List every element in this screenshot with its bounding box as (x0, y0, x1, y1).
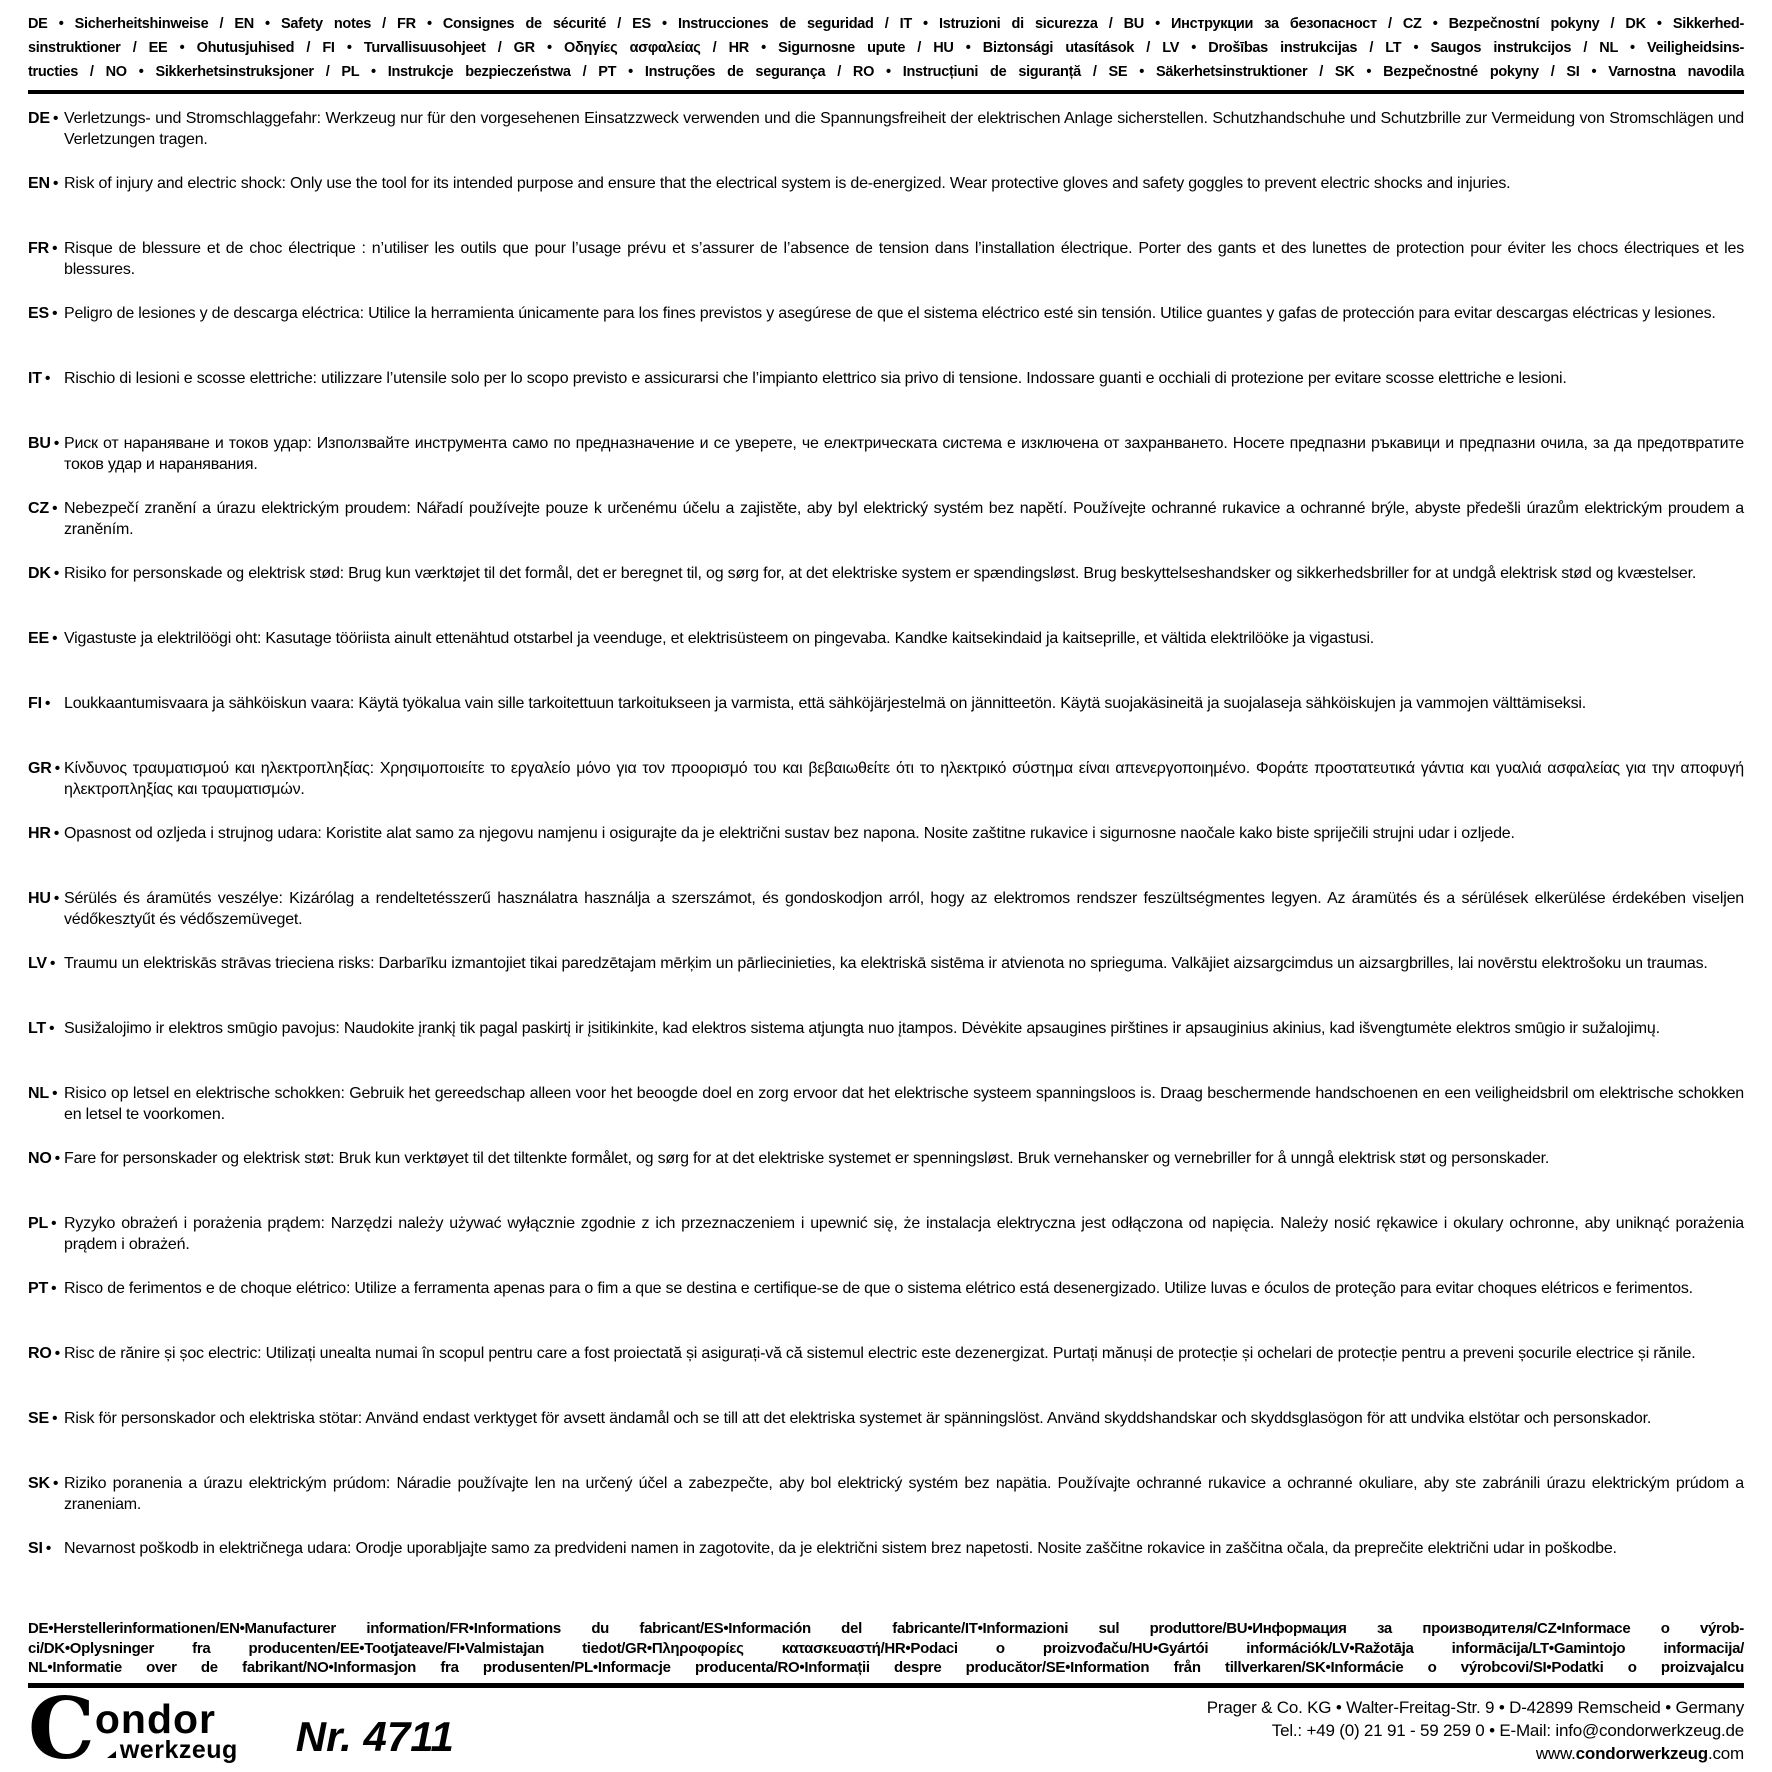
note-code: EE (28, 630, 49, 647)
note-fr (28, 238, 1744, 303)
note-se (28, 1408, 1744, 1473)
note-text: Traumu un elektriskās strāvas trieciena risks: Darbarīku izmantojiet tikai paredzētajam mērķim un pārliecinieties, ka elektriskā sistēma ir atvienota no sprieguma. Valkājiet aizsargcimdus un aizsargbrilles, lai novērstu elektrošoku un traumas. (64, 955, 1708, 972)
note-code: NL (28, 1085, 49, 1102)
note-text: Risico op letsel en elektrische schokken: Gebruik het gereedschap alleen voor het beoogde doel en zorg ervoor dat het elektrische systeem spanningsloos is. Draag beschermende handschoenen en een veiligheidsbril om elektrische schokken en letsel te voorkomen. (64, 1085, 1744, 1123)
part-number: Nr. 4711 (295, 1713, 454, 1761)
bullet: • (52, 175, 59, 192)
note-bu (28, 433, 1744, 498)
note-sk (28, 1473, 1744, 1538)
note-text: Risco de ferimentos e de choque elétrico: Utilize a ferramenta apenas para o fim a que se destina e certifique-se de que o sistema elétrico está desenergizado. Utilize luvas e óculos de proteção para evitar choques elétricos e ferimentos. (64, 1280, 1693, 1297)
note-it (28, 368, 1744, 433)
manufacturer-line-1: DE•Herstellerinformationen/EN•Manufacturer information/FR•Informations du fabricant/ES•Información del fabricante/IT•Informazioni sul produttore/BU•Информация за производителя/CZ•Informace o výrob- (28, 1620, 1744, 1637)
note-code: GR (28, 760, 52, 777)
note-code: BU (28, 435, 51, 452)
note-code: FI (28, 695, 42, 712)
note-dk (28, 563, 1744, 628)
logo-triangle-icon (107, 1744, 116, 1758)
note-pl (28, 1213, 1744, 1278)
website (1207, 1742, 1744, 1765)
website-suffix: .com (1707, 1743, 1744, 1763)
bullet: • (51, 500, 58, 517)
note-text: Risque de blessure et de choc électrique : n’utiliser les outils que pour l’usage prévu et s’assurer de l’absence de tension dans l’installation électrique. Porter des gants et des lunettes de protection pour éviter les chocs électriques et les blessures. (64, 240, 1744, 278)
bullet: • (53, 565, 60, 582)
note-code: DK (28, 565, 51, 582)
logo-subtitle: werkzeug (119, 1736, 238, 1765)
note-text: Peligro de lesiones y de descarga eléctrica: Utilice la herramienta únicamente para los fines previstos y asegúrese de que el sistema eléctrico esté sin tensión. Utilice guantes y gafas de protección para evitar descargas eléctricas y lesiones. (64, 305, 1716, 322)
logo-initial: C (28, 1678, 93, 1772)
bullet: • (53, 435, 60, 452)
note-text: Riziko poranenia a úrazu elektrickým prúdom: Náradie používajte len na určený účel a zabezpečte, aby bol elektrický systém bez napätia. Používajte ochranné rukavice a ochranné okuliare, aby ste zabránili úrazu elektrickým prúdom a zraneniam. (64, 1475, 1744, 1513)
manufacturer-line-2: ci/DK•Oplysninger fra producenten/EE•Tootjateave/FI•Valmistajan tiedot/GR•Πληροφορίες κατασκευαστή/HR•Podaci o proizvođaču/HU•Gyártói információk/LV•Ražotāja informācija/LT•Gamintojo informacija/ (28, 1639, 1744, 1657)
note-text: Opasnost od ozljeda i strujnog udara: Koristite alat samo za njegovu namjenu i osigurajte da je električni sustav bez napona. Nosite zaštitne rukavice i sigurnosne naočale kako biste spriječili strujni udar i ozljede. (64, 825, 1515, 842)
note-text: Susižalojimo ir elektros smūgio pavojus: Naudokite įrankį tik pagal paskirtį ir įsitikinkite, kad elektros sistema atjungta nuo įtampos. Dėvėkite apsaugines pirštines ir apsauginius akinius, kad išvengtumėte elektros smūgio ir sužalojimų. (64, 1020, 1660, 1037)
phone-email: Tel.: +49 (0) 21 91 - 59 259 0 • E-Mail: info@condorwerkzeug.de (1271, 1720, 1744, 1740)
note-text: Risiko for personskade og elektrisk stød: Brug kun værktøjet til det formål, det er beregnet til, og sørg for, at det elektriske system er spændingsløst. Brug beskyttelseshandsker og sikkerhedsbriller for at undgå elektrisk stød og kvæstelser. (64, 565, 1697, 582)
bullet: • (45, 1540, 52, 1557)
title-line-2: sinstruktioner / EE • Ohutusjuhised / FI • Turvallisuusohjeet / GR • Οδηγίες ασφαλείας / HR • Sigurnosne upute / HU • Biztonsági utasítások / LV • Drošības instrukcijas / LT • Saugos instrukcijos / NL • Veiligheidsins- (28, 40, 1744, 56)
bullet: • (51, 240, 58, 257)
note-text: Risk för personskador och elektriska stötar: Använd endast verktyget för avsett ändamål och se till att det elektriska systemet är spänningslöst. Använd skyddshandskar och skyddsglasögon för att undvika elstötar och personskador. (64, 1410, 1652, 1427)
note-lv (28, 953, 1744, 1018)
note-no (28, 1148, 1744, 1213)
note-de (28, 108, 1744, 173)
title-divider (28, 90, 1744, 94)
bullet: • (44, 370, 51, 387)
contact-block (1207, 1696, 1744, 1765)
note-code: HU (28, 890, 51, 907)
note-pt (28, 1278, 1744, 1343)
brand-block (28, 1678, 454, 1772)
note-text: Nevarnost poškodb in električnega udara: Orodje uporabljajte samo za predvideni namen in zagotovite, da je električni sistem brez napetosti. Nosite zaščitne rokavice in zaščitna očala, da preprečite električni udar in poškodbe. (64, 1540, 1617, 1557)
bullet: • (51, 1215, 57, 1232)
bullet: • (51, 1410, 58, 1427)
note-text: Fare for personskader og elektrisk støt: Bruk kun verktøyet til det tiltenkte formålet, og sørg for at det elektriske systemet er spenningsløst. Bruk vernehansker og vernebriller for å unngå elektrisk støt og personskader. (64, 1150, 1550, 1167)
bullet: • (48, 1020, 55, 1037)
bullet: • (54, 1150, 61, 1167)
note-text: Sérülés és áramütés veszélye: Kizárólag a rendeltetésszerű használatra használja a szerszámot, és gondoskodjon arról, hogy az elektromos rendszer feszültségmentes legyen. Az áramütés és a sérülések elkerülése érdekében viseljen védőkesztyűt és védőszemüveget. (64, 890, 1744, 928)
bullet: • (44, 695, 51, 712)
multilingual-title (28, 12, 1744, 84)
safety-notes-list (28, 108, 1744, 1603)
bullet: • (51, 630, 58, 647)
website-prefix: www. (1535, 1743, 1576, 1763)
note-es (28, 303, 1744, 368)
bullet: • (54, 760, 61, 777)
bullet: • (49, 955, 56, 972)
note-text: Nebezpečí zranění a úrazu elektrickým proudem: Nářadí používejte pouze k určenému účelu a zajistěte, aby byl elektrický systém bez napětí. Používejte ochranné rukavice a ochranné brýle, abyste předešli úrazům elektrickým proudem a zraněním. (64, 500, 1744, 538)
note-text: Rischio di lesioni e scosse elettriche: utilizzare l’utensile solo per lo scopo previsto e assicurarsi che l’impianto elettrico sia privo di tensione. Indossare guanti e occhiali di protezione per evitare scosse elettriche e lesioni. (64, 370, 1567, 387)
note-code: SI (28, 1540, 43, 1557)
manufacturer-info-title (28, 1619, 1744, 1678)
bullet: • (53, 890, 60, 907)
note-code: PT (28, 1280, 49, 1297)
note-ro (28, 1343, 1744, 1408)
note-ee (28, 628, 1744, 693)
note-nl (28, 1083, 1744, 1148)
note-code: LV (28, 955, 47, 972)
note-code: SK (28, 1475, 50, 1492)
bullet: • (51, 1085, 58, 1102)
note-gr (28, 758, 1744, 823)
note-text: Ryzyko obrażeń i porażenia prądem: Narzędzi należy używać wyłącznie zgodnie z ich przeznaczeniem i upewnić się, że instalacja elektryczna jest odłączona od napięcia. Należy nosić rękawice i okulary ochronne, aby uniknąć porażenia prądem i obrażeń. (64, 1215, 1744, 1253)
note-si (28, 1538, 1744, 1603)
website-domain: condorwerkzeug (1575, 1743, 1708, 1763)
note-code: NO (28, 1150, 52, 1167)
note-code: LT (28, 1020, 46, 1037)
bullet: • (53, 825, 60, 842)
note-text: Risc de rănire și șoc electric: Utilizați unealta numai în scopul pentru care a fost proiectată și asigurați-vă că sistemul electric este dezenergizat. Purtați mănuși de protecție și ochelari de protecție pentru a preveni șocurile electrice și rănile. (64, 1345, 1696, 1362)
bullet: • (51, 1280, 57, 1297)
title-line-3: tructies / NO • Sikkerhetsinstruksjoner / PL • Instrukcje bezpieczeństwa / PT • Instruções de segurança / RO • Instrucțiuni de siguranță / SE • Säkerhetsinstruktioner / SK • Bezpečnostné pokyny / SI • Varnostna navodila (28, 64, 1744, 80)
note-hr (28, 823, 1744, 888)
note-cz (28, 498, 1744, 563)
bullet: • (52, 110, 59, 127)
note-en (28, 173, 1744, 238)
condor-logo (28, 1678, 238, 1772)
manufacturer-address: Prager & Co. KG • Walter-Freitag-Str. 9 • D-42899 Remscheid • Germany (1206, 1697, 1744, 1717)
note-code: CZ (28, 500, 49, 517)
note-code: SE (28, 1410, 49, 1427)
bullet: • (52, 1475, 59, 1492)
footer (28, 1678, 1744, 1772)
logo-name: ondor (94, 1695, 216, 1742)
note-hu (28, 888, 1744, 953)
note-code: RO (28, 1345, 52, 1362)
note-text: Vigastuste ja elektrilöögi oht: Kasutage tööriista ainult ettenähtud otstarbel ja veenduge, et elektrisüsteem on pingevaba. Kandke kaitsekindaid ja kaitseprille, et vältida elektrilööke ja vigastusi. (64, 630, 1375, 647)
note-text: Риск от нараняване и токов удар: Използвайте инструмента само по предназначение и се уверете, че електрическата система е изключена от захранването. Носете предпазни ръкавици и предпазни очила, за да предотвратите токов удар и наранявания. (64, 435, 1744, 473)
note-code: HR (28, 825, 51, 842)
note-text: Verletzungs- und Stromschlaggefahr: Werkzeug nur für den vorgesehenen Einsatzzweck verwenden und die Spannungsfreiheit der elektrischen Anlage sicherstellen. Schutzhandschuhe und Schutzbrille zur Vermeidung von Stromschlägen und Verletzungen tragen. (64, 110, 1744, 148)
note-fi (28, 693, 1744, 758)
note-code: ES (28, 305, 49, 322)
note-code: DE (28, 110, 50, 127)
bullet: • (51, 305, 58, 322)
note-text: Risk of injury and electric shock: Only use the tool for its intended purpose and ensure that the electrical system is de-energized. Wear protective gloves and safety goggles to prevent electric shocks and injuries. (64, 175, 1511, 192)
title-line-1: DE • Sicherheitshinweise / EN • Safety notes / FR • Consignes de sécurité / ES • Instrucciones de seguridad / IT • Istruzioni di sicurezza / BU • Инструкции за безопасност / CZ • Bezpečnostní pokyny / DK • Sikkerhed- (28, 16, 1744, 32)
bullet: • (54, 1345, 61, 1362)
manufacturer-line-3: NL•Informatie over de fabrikant/NO•Informasjon fra produsenten/PL•Informacje producenta/RO•Informații despre producător/SE•Information från tillverkaren/SK•Informácie o výrobcovi/SI•Podatki o proizvajalcu (28, 1659, 1744, 1676)
note-text: Loukkaantumisvaara ja sähköiskun vaara: Käytä työkalua vain sille tarkoitettuun tarkoitukseen ja varmista, että sähköjärjestelmä on jännitteetön. Käytä suojakäsineitä ja suojalaseja sähköiskujen ja vammojen välttämiseksi. (64, 695, 1586, 712)
note-text: Κίνδυνος τραυματισμού και ηλεκτροπληξίας: Χρησιμοποιείτε το εργαλείο μόνο για τον προορισμό του και βεβαιωθείτε ότι το ηλεκτρικό σύστημα είναι απενεργοποιημένο. Φοράτε προστατευτικά γάντια και γυαλιά ασφαλείας για την αποφυγή ηλεκτροπληξίας και τραυματισμών. (64, 760, 1744, 798)
note-code: PL (28, 1215, 49, 1232)
note-code: EN (28, 175, 50, 192)
note-code: IT (28, 370, 42, 387)
note-lt (28, 1018, 1744, 1083)
note-code: FR (28, 240, 49, 257)
